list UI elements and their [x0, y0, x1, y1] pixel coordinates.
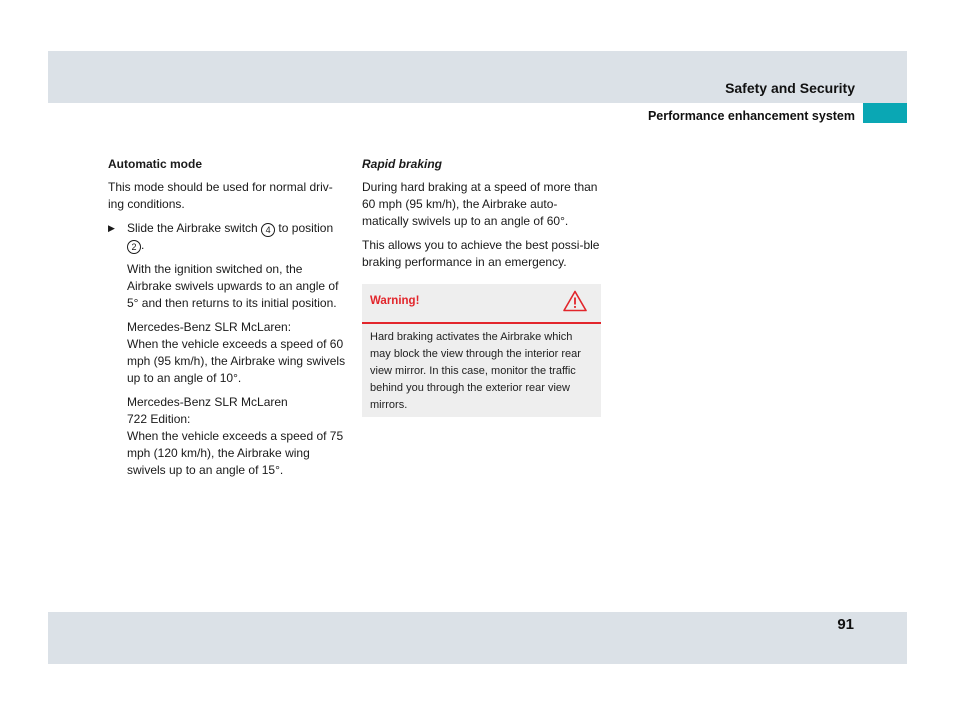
step-arrow-icon: ▶ [108, 223, 115, 233]
model1-block [108, 319, 348, 387]
page-number: 91 [837, 616, 854, 633]
warning-text: Hard braking activates the Airbrake which may block the view through the interior rear view mirror. In this case, monitor the traffic behind you through the exterior rear view mirrors. [370, 331, 581, 411]
switch-number-badge: 4 [261, 223, 275, 237]
rapid-braking-paragraph-1: During hard braking at a speed of more than 60 mph (95 km/h), the Airbrake auto-matically swivels up to an angle of 60°. [362, 180, 598, 228]
warning-header [362, 284, 601, 324]
left-column [108, 156, 348, 486]
rapid-braking-heading: Rapid braking [362, 157, 443, 171]
model2-text: When the vehicle exceeds a speed of 75 mph (120 km/h), the Airbrake wing swivels up to an angle of 15°. [127, 429, 344, 477]
model1-text: When the vehicle exceeds a speed of 60 mph (95 km/h), the Airbrake wing swivels up to an angle of 10°. [127, 337, 346, 385]
step-text-middle: to position [278, 221, 334, 235]
step-text-before: Slide the Airbrake switch [127, 221, 258, 235]
model1-name: Mercedes-Benz SLR McLaren: [127, 320, 292, 334]
rapid-braking-paragraph-2: This allows you to achieve the best possi-ble braking performance in an emergency. [362, 238, 600, 269]
model2-name-line2: 722 Edition: [127, 412, 191, 426]
automatic-mode-intro: This mode should be used for normal driv-ing conditions. [108, 180, 333, 211]
model2-block [108, 394, 348, 479]
warning-box [362, 284, 601, 417]
footer-band [48, 612, 907, 664]
model2-name-line1: Mercedes-Benz SLR McLaren [127, 395, 288, 409]
ignition-paragraph: With the ignition switched on, the Airbrake swivels upwards to an angle of 5° and then returns to its initial position. [127, 262, 339, 310]
warning-label: Warning! [370, 295, 420, 307]
section-accent-tab [863, 103, 907, 123]
section-title: Safety and Security [725, 80, 855, 96]
automatic-mode-heading: Automatic mode [108, 157, 203, 171]
middle-column [362, 156, 602, 278]
step-text-end: . [141, 238, 145, 252]
warning-triangle-icon [563, 290, 587, 312]
instruction-step [108, 220, 348, 254]
position-number-badge: 2 [127, 240, 141, 254]
subsection-title: Performance enhancement system [647, 109, 855, 123]
